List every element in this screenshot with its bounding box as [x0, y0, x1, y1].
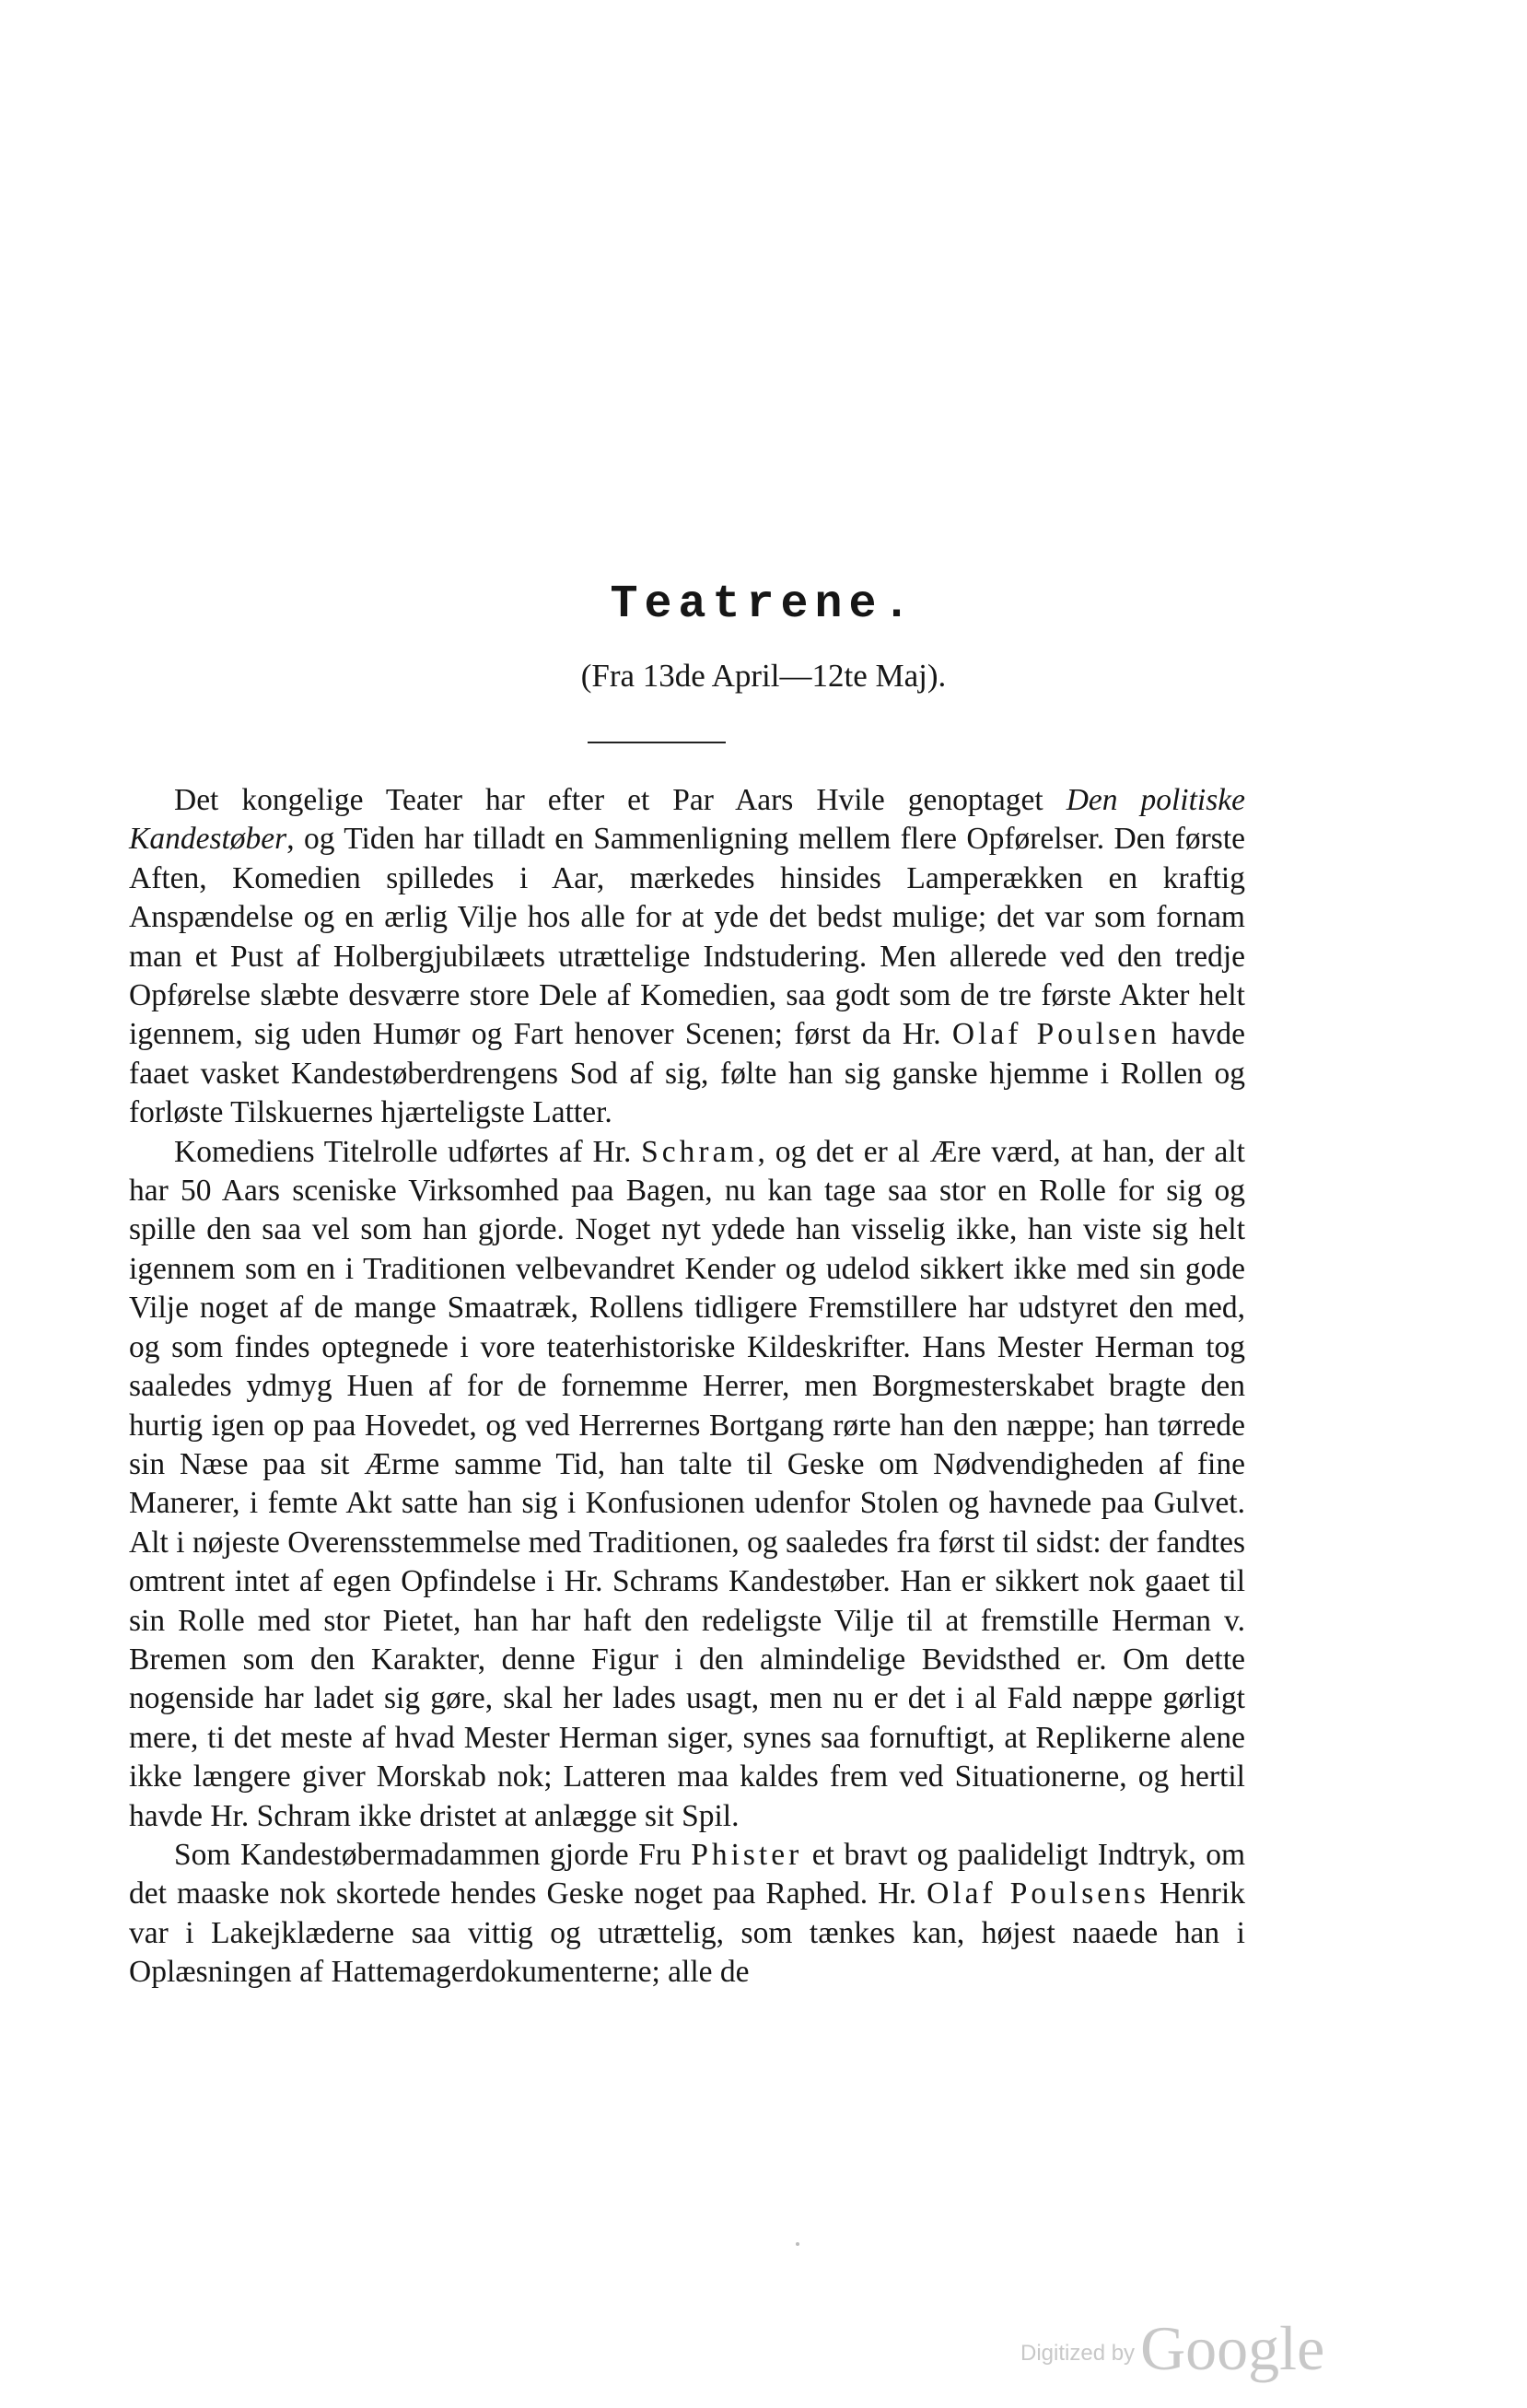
ink-speck	[796, 2242, 799, 2246]
watermark-prefix: Digitized by	[1020, 2341, 1136, 2366]
actor-name: Olaf Poulsen	[951, 1017, 1160, 1052]
paragraph-1	[129, 781, 1245, 1133]
paragraph-1-text-b: , og Tiden har tilladt en Sammenligning mellem flere Opførelser. Den første Aften, Komedien spilledes i Aar, mærkedes hinsides Lamperækken en kraftig Anspændelse og en ærlig Vilje hos alle for at yde det bedst mulige; det var som fornam man et Pust af Holbergjubilæets utrættelige Indstudering. Men allerede ved den tredje Opførelse slæbte desværre store Dele af Komedien, saa godt som de tre første Akter helt igennem, sig uden Humør og Fart henover Scenen; først da Hr.	[129, 822, 1245, 1052]
article-body	[129, 781, 1245, 1993]
actor-name: Olaf Poulsens	[927, 1876, 1149, 1911]
paragraph-1-text-a: Det kongelige Teater har efter et Par Aars Hvile genoptaget	[174, 783, 1067, 817]
paragraph-2-text-b: , og det er al Ære værd, at han, der alt har 50 Aars sceniske Virksomhed paa Bagen, nu kan tage saa stor en Rolle for sig og spille den saa vel som han gjorde. Noget nyt ydede han visselig ikke, han viste sig helt igennem som en i Traditionen velbevandret Kender og udelod sikkert ikke med sin gode Vilje noget af de mange Smaatræk, Rollens tidligere Fremstillere har udstyret den med, og som findes optegnede i vore teaterhistoriske Kildeskrifter. Hans Mester Herman tog saaledes ydmyg Huen af for de fornemme Herrer, men Borgmesterskabet bragte den hurtig igen op paa Hovedet, og ved Herrernes Bortgang rørte han den næppe; han tørrede sin Næse paa sit Ærme samme Tid, han talte til Geske om Nødvendigheden af fine Manerer, i femte Akt satte han sig i Konfusionen udenfor Stolen og havnede paa Gulvet. Alt i nøjeste Overensstemmelse med Traditionen, og saaledes fra først til sidst: der fandtes omtrent intet af egen Opfindelse i Hr. Schrams Kandestøber. Han er sikkert nok gaaet til sin Rolle med stor Pietet, han har haft den redeligste Vilje til at fremstille Herman v. Bremen som den Karakter, denne Figur i den almindelige Bevidsthed er. Om dette nogenside har ladet sig gøre, skal her lades usagt, men nu er det i al Fald næppe gørligt mere, ti det meste af hvad Mester Herman siger, synes saa fornuftigt, at Replikerne alene ikke længere giver Morskab nok; Latteren maa kaldes frem ved Situationerne, og hertil havde Hr. Schram ikke dristet at anlægge sit Spil.	[129, 1134, 1245, 1833]
paragraph-2-text-a: Komediens Titelrolle udførtes af Hr.	[174, 1134, 642, 1169]
actress-name: Phister	[691, 1837, 803, 1872]
paragraph-2	[129, 1133, 1245, 1836]
paragraph-3-text-c: Henrik var i Lakejklæderne saa vittig og utrættelig, som tænkes kan, højest naaede han i Oplæsningen af Hattemagerdokumenterne; alle de	[129, 1876, 1246, 1990]
actor-name: Schram	[641, 1134, 758, 1169]
article-date-range: (Fra 13de April—12te Maj).	[580, 658, 947, 694]
paragraph-3-text-b: et bravt og paalideligt Indtryk, om det maaske nok skortede hendes Geske noget paa Raphed. Hr.	[129, 1837, 1246, 1911]
play-title: Den politiske Kandestøber	[129, 783, 1245, 857]
title-divider	[588, 742, 726, 743]
digitization-watermark	[1020, 2312, 1324, 2385]
paragraph-3-text-a: Som Kandestøbermadammen gjorde Fru	[174, 1837, 692, 1872]
google-logo: Google	[1140, 2313, 1325, 2383]
paragraph-1-text-c: havde faaet vasket Kandestøberdrengens Sod af sig, følte han sig ganske hjemme i Rollen og forløste Tilskuernes hjærteligste Latter.	[129, 1017, 1245, 1130]
article-title: Teatrene.	[610, 579, 917, 631]
paragraph-3	[129, 1836, 1245, 1993]
